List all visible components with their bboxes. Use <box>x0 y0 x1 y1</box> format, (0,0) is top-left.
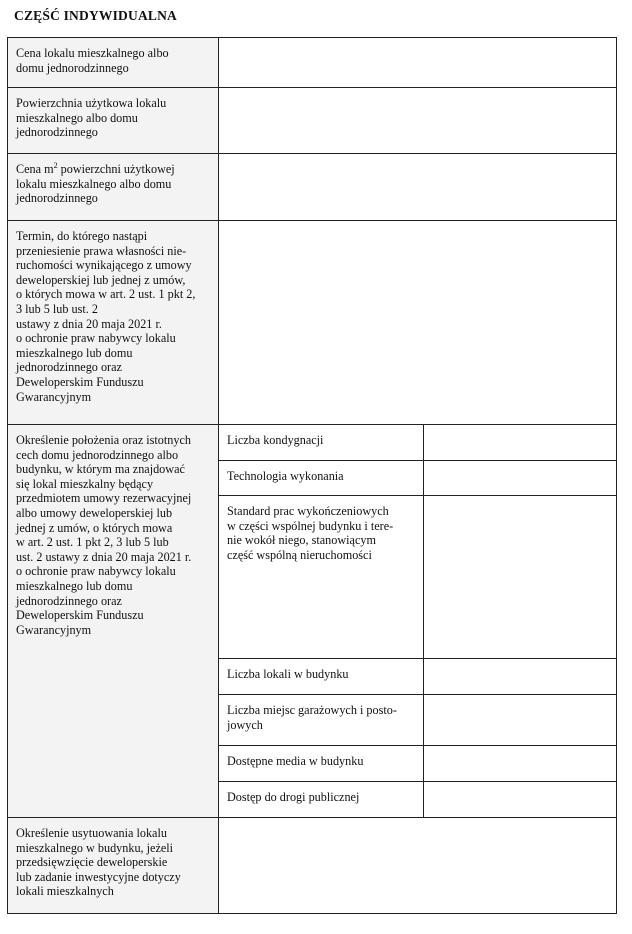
public-road-access-value-cell[interactable] <box>424 782 616 818</box>
price-label: Cena lokalu mieszkalnego albo domu jednorodzinnego <box>8 38 219 88</box>
units-count-label: Liczba lokali w budynku <box>219 659 424 695</box>
parking-spaces-value-cell[interactable] <box>424 695 616 746</box>
construction-technology-label: Technologia wykonania <box>219 461 424 496</box>
unit-location-value-cell[interactable] <box>219 818 616 913</box>
parking-spaces-label: Liczba miejsc garażowych i posto- jowych <box>219 695 424 746</box>
price-per-m2-superscript: 2 <box>53 160 58 170</box>
price-per-m2-text-start: Cena m <box>16 162 54 176</box>
utilities-value-cell[interactable] <box>424 746 616 782</box>
unit-location-label: Określenie usytuowania lokalu mieszkalnego w budynku, jeżeli przedsięwzięcie deweloperskie lub zadanie inwestycyjne dotyczy lokali mieszkalnych <box>8 818 219 913</box>
floors-count-value-cell[interactable] <box>424 425 616 461</box>
units-count-value-cell[interactable] <box>424 659 616 695</box>
floors-count-label: Liczba kondygnacji <box>219 425 424 461</box>
area-label: Powierzchnia użytkowa lokalu mieszkalnego albo domu jednorodzinnego <box>8 88 219 154</box>
price-per-m2-value-cell[interactable] <box>219 154 616 221</box>
finishing-standard-value-cell[interactable] <box>424 496 616 659</box>
transfer-deadline-label: Termin, do którego nastąpi przeniesienie prawa własności nie- ruchomości wynikającego z umowy deweloperskiej lub jednej z umów, o których mowa w art. 2 ust. 1 pkt 2, 3 lub 5 lub ust. 2 ustawy z dnia 20 maja 2021 r. o ochronie praw nabywcy lokalu mieszkalnego lub domu jednorodzinnego oraz Deweloperskim Funduszu Gwarancyjnym <box>8 221 219 425</box>
transfer-deadline-value-cell[interactable] <box>219 221 616 425</box>
construction-technology-value-cell[interactable] <box>424 461 616 496</box>
area-value-cell[interactable] <box>219 88 616 154</box>
building-features-label: Określenie położenia oraz istotnych cech domu jednorodzinnego albo budynku, w którym ma znajdować się lokal mieszkalny będący przedmiotem umowy rezerwacyjnej albo umowy deweloperskiej lub jednej z umów, o których mowa w art. 2 ust. 1 pkt 2, 3 lub 5 lub ust. 2 ustawy z dnia 20 maja 2021 r. o ochronie praw nabywcy lokalu mieszkalnego lub domu jednorodzinnego oraz Deweloperskim Funduszu Gwarancyjnym <box>8 425 219 818</box>
utilities-label: Dostępne media w budynku <box>219 746 424 782</box>
price-per-m2-text-end: powierzchni użytkowej lokalu mieszkalnego albo domu jednorodzinnego <box>16 162 175 206</box>
individual-section-table <box>7 37 617 914</box>
price-per-m2-label <box>8 154 219 221</box>
section-heading: CZĘŚĆ INDYWIDUALNA <box>14 8 177 23</box>
price-value-cell[interactable] <box>219 38 616 88</box>
public-road-access-label: Dostęp do drogi publicznej <box>219 782 424 818</box>
finishing-standard-label: Standard prac wykończeniowych w części wspólnej budynku i tere- nie wokół niego, stanowiącym część wspólną nieruchomości <box>219 496 424 659</box>
